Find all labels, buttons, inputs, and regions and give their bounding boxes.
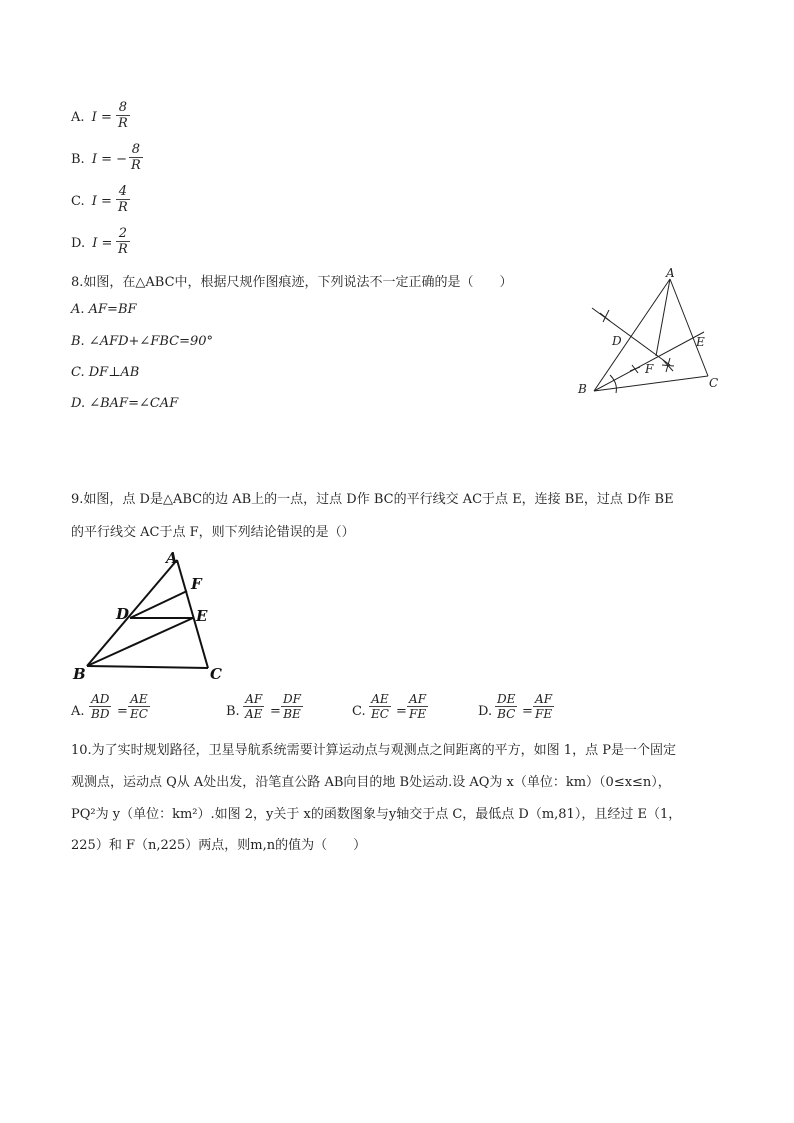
denominator: R xyxy=(118,242,128,257)
numerator: 2 xyxy=(116,226,130,242)
side-bc xyxy=(87,666,208,668)
denominator: BC xyxy=(497,707,516,721)
numerator: DE xyxy=(497,692,516,706)
q9-option-b-left-fraction xyxy=(243,692,264,721)
label-a: A xyxy=(666,266,675,280)
q9-option-b-right-fraction xyxy=(281,692,303,721)
equals-sign: = xyxy=(270,704,281,719)
q9-option-d-right-fraction xyxy=(533,692,554,721)
option-label: A. xyxy=(71,110,85,125)
option-lhs: I = − xyxy=(91,152,128,167)
numerator: AD xyxy=(89,692,111,707)
label-e: E xyxy=(196,607,208,625)
numerator: AF xyxy=(533,692,554,707)
denominator: AE xyxy=(245,707,263,721)
denominator: FE xyxy=(409,707,427,721)
side-ab xyxy=(594,279,670,391)
q10-line1: 10.为了实时规划路径，卫星导航系统需要计算运动点与观测点之间距离的平方，如图 1，点 P是一个固定 xyxy=(71,743,676,758)
q9-option-c-right-fraction xyxy=(407,692,428,721)
q8-option-c: C. DF⊥AB xyxy=(71,365,140,380)
label-b: B xyxy=(73,665,86,683)
option-label: B. xyxy=(71,152,85,167)
side-ab xyxy=(87,560,177,666)
option-lhs: I = xyxy=(91,110,112,125)
q9-stem-line2: 的平行线交 AC于点 F，则下列结论错误的是（） xyxy=(71,525,355,540)
q8-option-b: B. ∠AFD+∠FBC=90° xyxy=(71,334,214,349)
q7-option-b xyxy=(71,152,127,167)
denominator: EC xyxy=(130,707,148,721)
option-lhs: I = xyxy=(91,194,112,209)
numerator: 4 xyxy=(116,184,130,200)
q7-option-c-fraction xyxy=(116,184,130,215)
q9-triangle-figure xyxy=(70,545,230,685)
q10-line4: 225）和 F（n,225）两点，则m,n的值为（ ） xyxy=(71,838,367,853)
denominator: BE xyxy=(283,707,301,721)
label-b: B xyxy=(578,382,587,396)
q9-option-d-label: D. xyxy=(478,704,493,719)
label-f: F xyxy=(645,362,654,376)
denominator: BD xyxy=(91,707,110,721)
numerator: DF xyxy=(283,692,301,706)
q7-option-a-fraction xyxy=(116,100,130,131)
option-lhs: I = xyxy=(92,236,113,251)
construction-arc xyxy=(610,375,616,393)
construction-mark xyxy=(662,365,674,366)
option-label: C. xyxy=(71,194,85,209)
side-ac xyxy=(670,279,708,376)
q9-option-d-left-fraction xyxy=(495,692,517,721)
q10-line3: PQ²为 y（单位：km²）.如图 2，y关于 x的函数图象与y轴交于点 C，最低点 D（m,81），且经过 E（1， xyxy=(71,807,682,822)
equals-sign: = xyxy=(522,704,533,719)
denominator: EC xyxy=(371,707,389,721)
label-d: D xyxy=(116,605,130,623)
q7-option-b-fraction xyxy=(129,142,143,173)
label-c: C xyxy=(210,665,222,683)
denominator: R xyxy=(118,200,128,215)
numerator: AE xyxy=(369,692,391,707)
denominator: R xyxy=(118,116,128,131)
denominator: FE xyxy=(535,707,553,721)
q9-option-c-label: C. xyxy=(352,704,366,719)
label-e: E xyxy=(696,335,705,349)
q9-option-b-label: B. xyxy=(226,704,240,719)
q9-option-a-left-fraction xyxy=(89,692,111,721)
construction-mark xyxy=(630,367,640,371)
q7-option-a xyxy=(71,110,112,125)
q9-option-a-label: A. xyxy=(71,704,85,719)
denominator: R xyxy=(131,158,141,173)
q7-option-d xyxy=(71,236,112,251)
numerator: AF xyxy=(407,692,428,707)
equals-sign: = xyxy=(396,704,407,719)
label-a: A xyxy=(166,549,178,567)
q9-option-a-right-fraction xyxy=(128,692,150,721)
segment-af xyxy=(656,279,670,356)
numerator: AE xyxy=(128,692,150,707)
q9-stem-line1: 9.如图，点 D是△ABC的边 AB上的一点，过点 D作 BC的平行线交 AC于点 E，连接 BE，过点 D作 BE xyxy=(71,492,674,507)
q10-line2: 观测点，运动点 Q从 A处出发，沿笔直公路 AB向目的地 B处运动.设 AQ为 x（单位：km）（0≤x≤n）， xyxy=(71,775,671,790)
q8-triangle-figure xyxy=(570,265,730,400)
label-c: C xyxy=(709,376,719,390)
q7-option-c xyxy=(71,194,112,209)
q8-stem: 8.如图，在△ABC中，根据尺规作图痕迹，下列说法不一定正确的是（ ） xyxy=(71,275,513,290)
side-bc xyxy=(594,376,708,391)
numerator: 8 xyxy=(116,100,130,116)
q8-option-d: D. ∠BAF=∠CAF xyxy=(71,396,179,411)
numerator: 8 xyxy=(129,142,143,158)
option-label: D. xyxy=(71,236,86,251)
numerator: AF xyxy=(243,692,264,707)
segment-be xyxy=(87,618,193,666)
label-d: D xyxy=(612,334,622,348)
equals-sign: = xyxy=(117,704,128,719)
q9-option-c-left-fraction xyxy=(369,692,391,721)
label-f: F xyxy=(191,575,202,593)
q8-option-a: A. AF=BF xyxy=(71,302,137,317)
q7-option-d-fraction xyxy=(116,226,130,257)
